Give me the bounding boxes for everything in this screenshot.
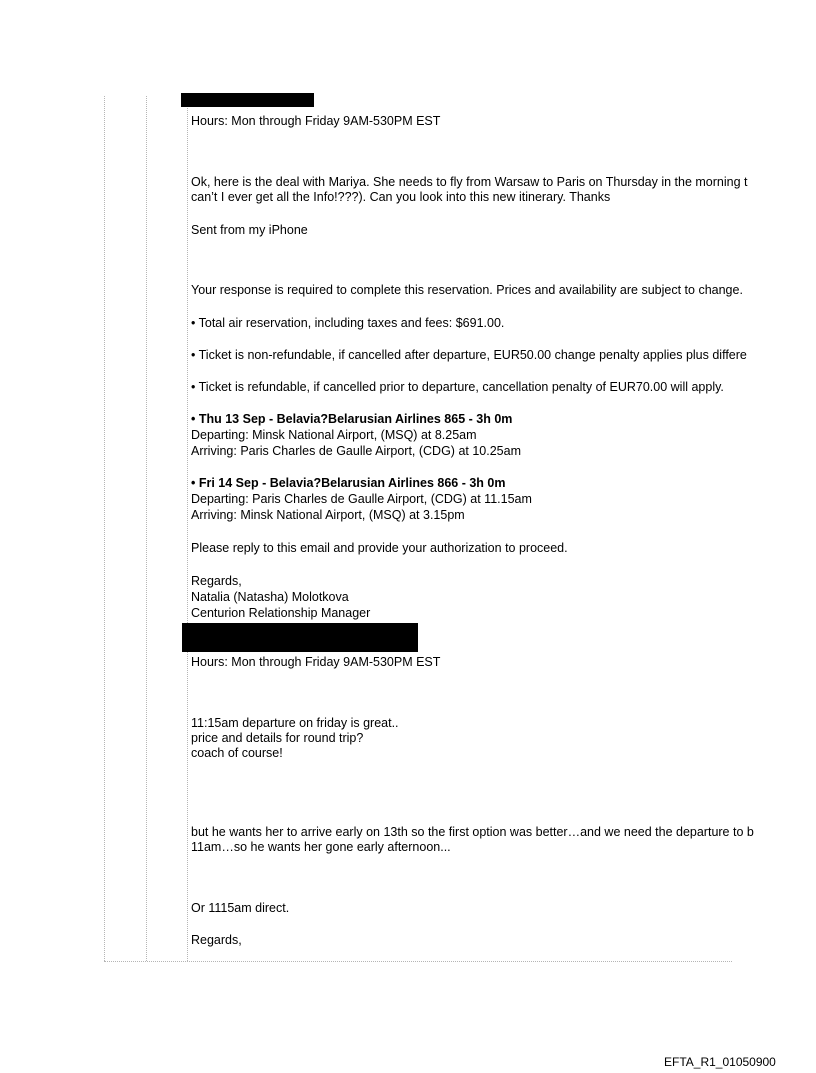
flight-2-title: • Fri 14 Sep - Belavia?Belarusian Airlines 866 - 3h 0m bbox=[191, 476, 506, 490]
quote-border-inner bbox=[187, 96, 188, 961]
flight-1-arriving: Arriving: Paris Charles de Gaulle Airport, (CDG) at 10.25am bbox=[191, 444, 521, 458]
sent-from-line: Sent from my iPhone bbox=[191, 223, 308, 237]
redaction-bar-middle bbox=[182, 623, 418, 652]
regards-line-1: Regards, bbox=[191, 574, 242, 588]
signer-title: Centurion Relationship Manager bbox=[191, 606, 371, 620]
hours-line-bottom: Hours: Mon through Friday 9AM-530PM EST bbox=[191, 655, 441, 669]
message-1-line-1: Ok, here is the deal with Mariya. She needs to fly from Warsaw to Paris on Thursday in the morning t bbox=[191, 175, 748, 189]
quote-border-bottom bbox=[104, 961, 732, 962]
message-2-line-1: 11:15am departure on friday is great.. bbox=[191, 716, 399, 730]
quote-border-middle bbox=[146, 96, 147, 961]
flight-2-departing: Departing: Paris Charles de Gaulle Airport, (CDG) at 11.15am bbox=[191, 492, 532, 506]
bullet-total-price: • Total air reservation, including taxes and fees: $691.00. bbox=[191, 316, 505, 330]
hours-line-top: Hours: Mon through Friday 9AM-530PM EST bbox=[191, 114, 441, 128]
bullet-refundable: • Ticket is refundable, if cancelled prior to departure, cancellation penalty of EUR70.00 will apply. bbox=[191, 380, 724, 394]
message-2-line-3: coach of course! bbox=[191, 746, 283, 760]
redaction-bar-top bbox=[181, 93, 314, 107]
message-2-line-2: price and details for round trip? bbox=[191, 731, 364, 745]
document-id-footer: EFTA_R1_01050900 bbox=[664, 1055, 776, 1069]
reply-request-line: Please reply to this email and provide your authorization to proceed. bbox=[191, 541, 568, 555]
regards-line-2: Regards, bbox=[191, 933, 242, 947]
message-1-line-2: can’t I ever get all the Info!???). Can you look into this new itinerary. Thanks bbox=[191, 190, 611, 204]
signer-name: Natalia (Natasha) Molotkova bbox=[191, 590, 349, 604]
message-3-line-2: 11am…so he wants her gone early afternoon... bbox=[191, 840, 451, 854]
message-3-line-1: but he wants her to arrive early on 13th so the first option was better…and we need the departure to b bbox=[191, 825, 754, 839]
response-required-line: Your response is required to complete this reservation. Prices and availability are subject to change. bbox=[191, 283, 743, 297]
flight-1-departing: Departing: Minsk National Airport, (MSQ) at 8.25am bbox=[191, 428, 477, 442]
flight-2-arriving: Arriving: Minsk National Airport, (MSQ) at 3.15pm bbox=[191, 508, 465, 522]
message-4-line-1: Or 1115am direct. bbox=[191, 901, 290, 915]
bullet-nonrefundable: • Ticket is non-refundable, if cancelled after departure, EUR50.00 change penalty applies plus differe bbox=[191, 348, 747, 362]
quote-border-outer bbox=[104, 96, 105, 961]
flight-1-title: • Thu 13 Sep - Belavia?Belarusian Airlines 865 - 3h 0m bbox=[191, 412, 513, 426]
